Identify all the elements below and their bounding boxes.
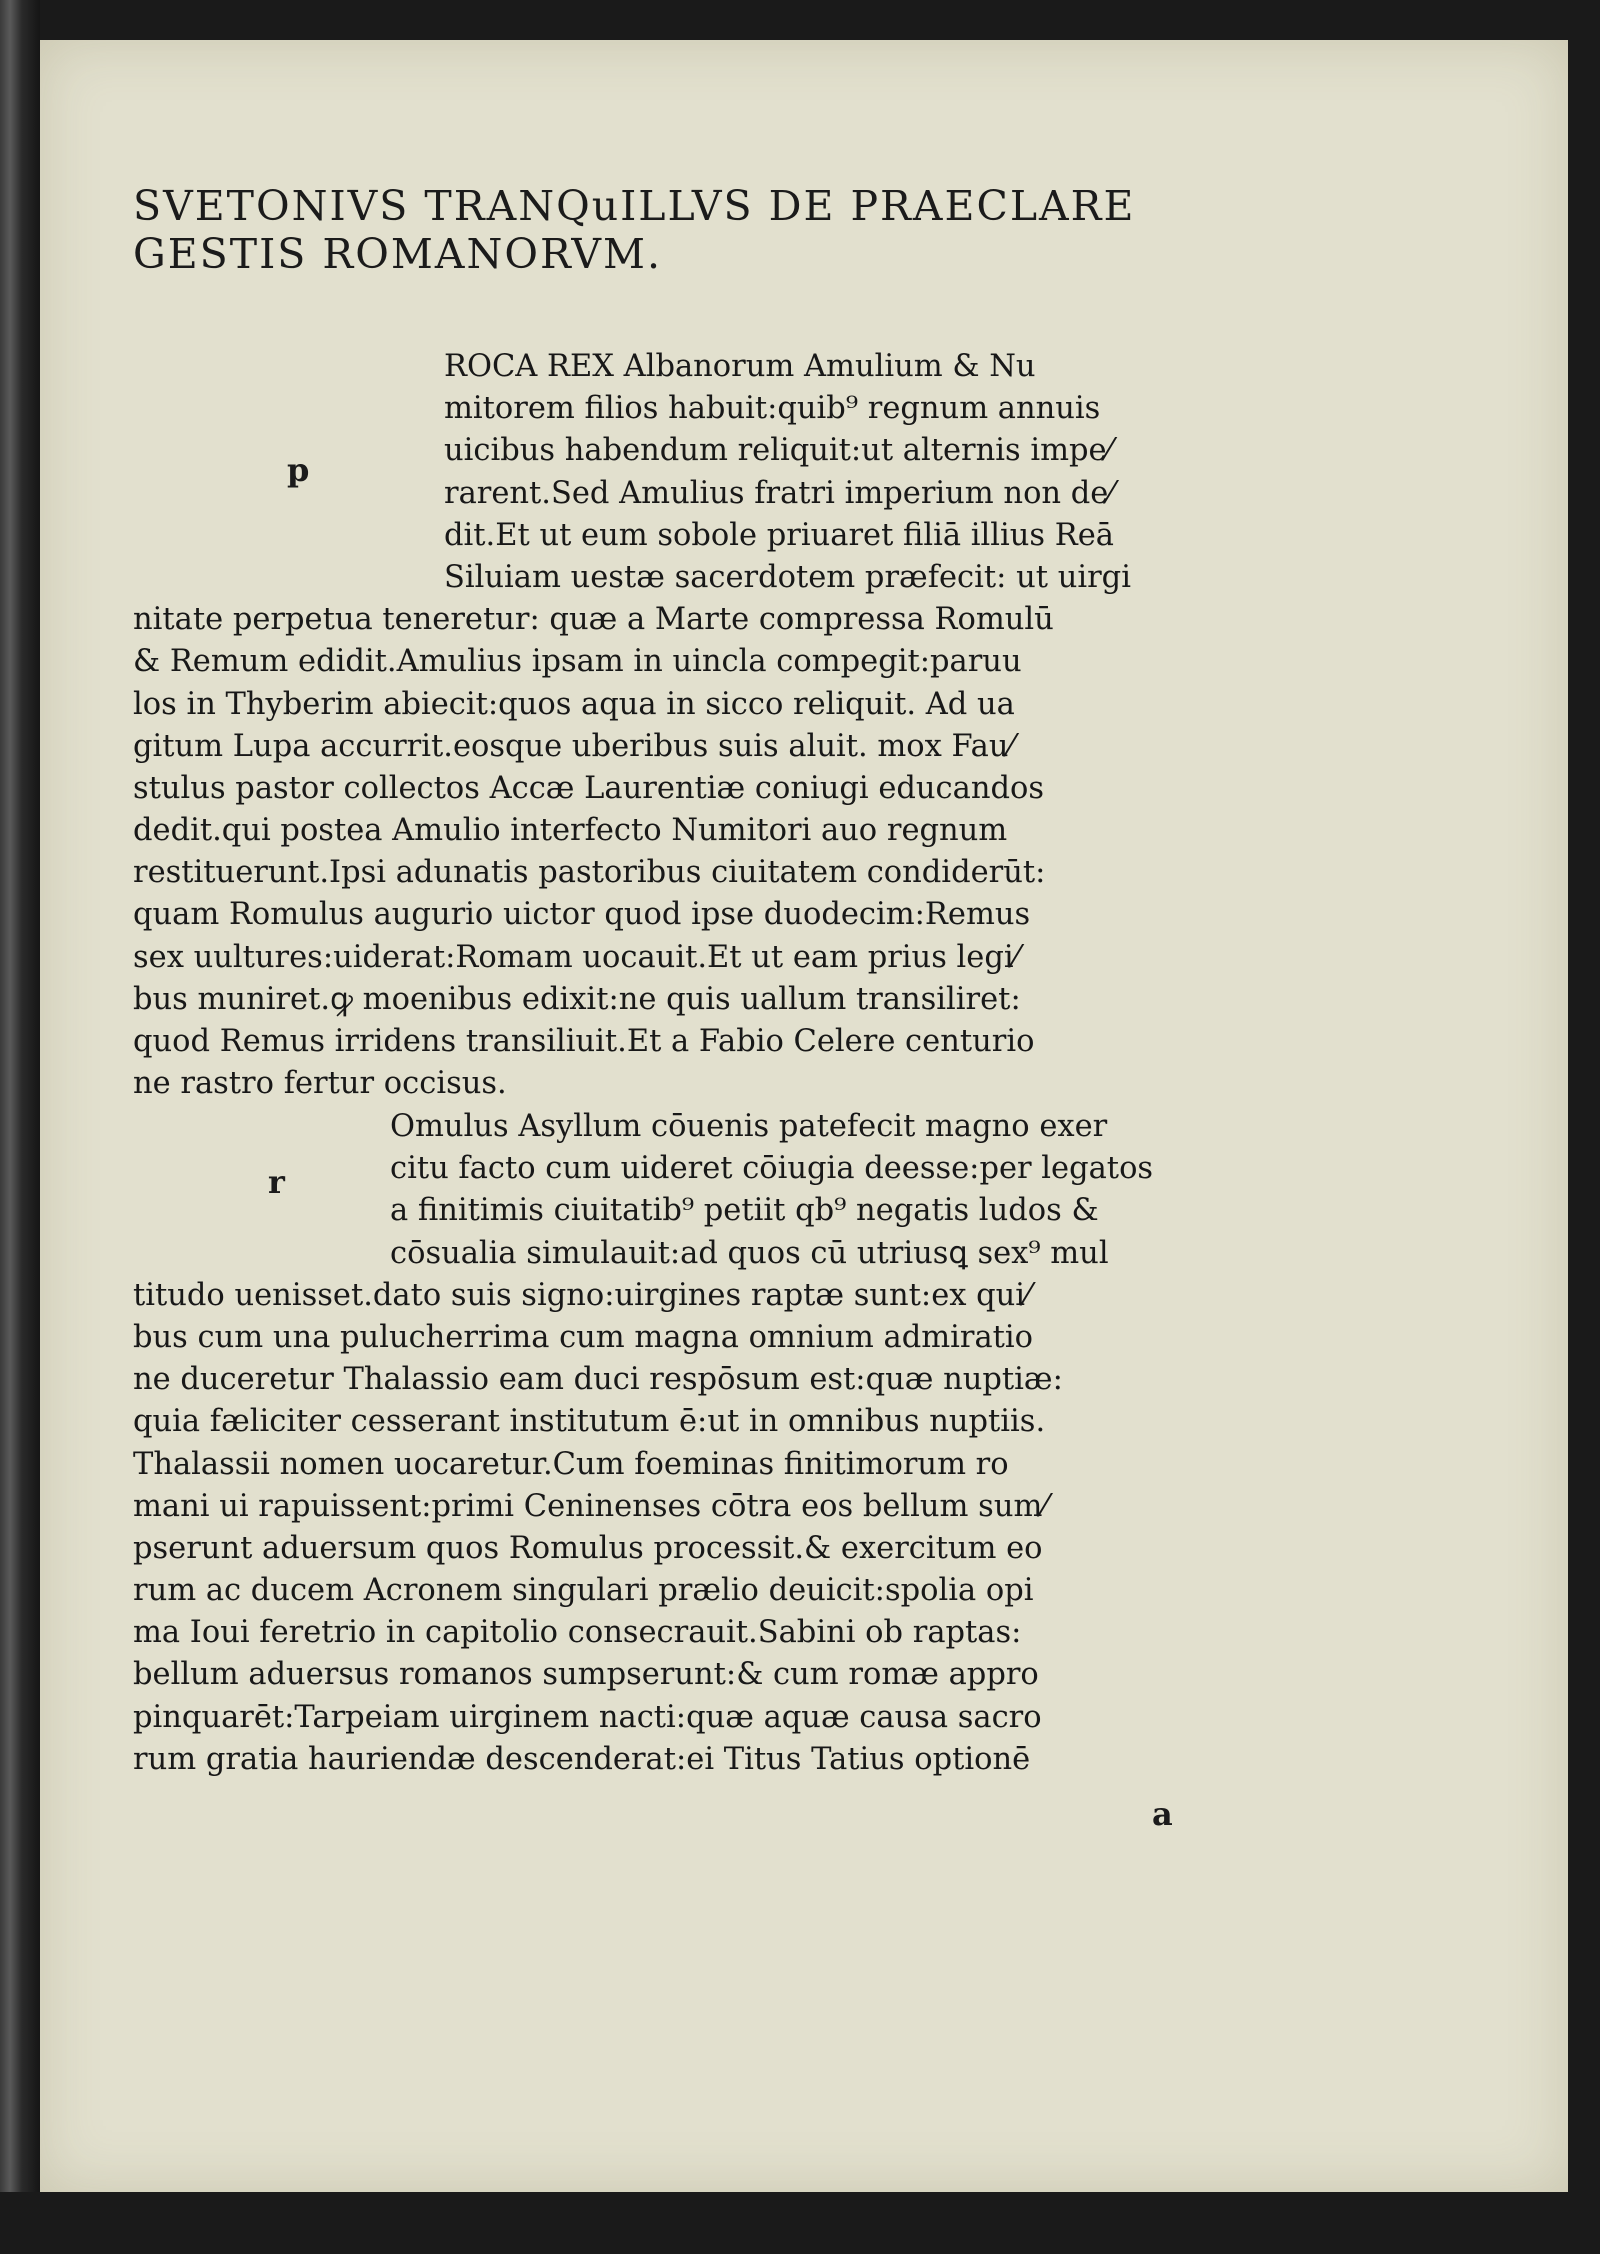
- page-title: [133, 182, 1273, 278]
- text-line: dit.Et ut eum sobole priuaret filiā illius Reā: [444, 517, 1114, 553]
- text-line: Thalassii nomen uocaretur.Cum foeminas finitimorum ro: [133, 1446, 1009, 1482]
- book-binding-edge: [0, 0, 40, 2254]
- text-line: quia fæliciter cesserant institutum ē:ut in omnibus nuptiis.: [133, 1404, 1046, 1440]
- title-line-2: GESTIS ROMANORVM.: [133, 230, 663, 278]
- text-line: quod Remus irridens transiliuit.Et a Fabio Celere centurio: [133, 1024, 1035, 1059]
- text-line: rarent.Sed Amulius fratri imperium non de⁄: [444, 475, 1114, 511]
- text-line: & Remum edidit.Amulius ipsam in uincla compegit:paruu: [133, 644, 1022, 680]
- text-line: bus muniret.ꝙ moenibus edixit:ne quis uallum transiliret:: [133, 981, 1021, 1017]
- text-line: ne rastro fertur occisus.: [133, 1066, 507, 1102]
- text-line: titudo uenisset.dato suis signo:uirgines raptæ sunt:ex qui⁄: [133, 1277, 1031, 1313]
- text-line: los in Thyberim abiecit:quos aqua in sicco reliquit. Ad ua: [133, 686, 1015, 722]
- guide-letter-p: p: [287, 451, 310, 489]
- text-line: Omulus Asyllum cōuenis patefecit magno exer: [390, 1109, 1108, 1144]
- text-line: mani ui rapuissent:primi Ceninenses cōtra eos bellum sum⁄: [133, 1488, 1048, 1524]
- text-line: gitum Lupa accurrit.eosque uberibus suis aluit. mox Fau⁄: [133, 728, 1014, 764]
- text-line: mitorem filios habuit:quib⁹ regnum annuis: [444, 391, 1101, 427]
- text-line: ne duceretur Thalassio eam duci respōsum est:quæ nuptiæ:: [133, 1362, 1063, 1398]
- text-line: Siluiam uestæ sacerdotem præfecit: ut uirgi: [444, 559, 1131, 595]
- guide-letter-r: r: [268, 1163, 285, 1201]
- signature-mark: a: [1152, 1795, 1173, 1833]
- text-line: restituerunt.Ipsi adunatis pastoribus ciuitatem condiderūt:: [133, 855, 1046, 891]
- text-line: a finitimis ciuitatib⁹ petiit qb⁹ negatis ludos &: [390, 1193, 1099, 1229]
- text-line: bus cum una pulucherrima cum magna omnium admiratio: [133, 1319, 1034, 1355]
- text-line: uicibus habendum reliquit:ut alternis impe⁄: [444, 433, 1112, 469]
- text-line: rum ac ducem Acronem singulari prælio deuicit:spolia opi: [133, 1573, 1034, 1609]
- scan-background: [0, 2192, 1600, 2254]
- text-line: sex uultures:uiderat:Romam uocauit.Et ut eam prius legi⁄: [133, 939, 1019, 975]
- text-line: citu facto cum uideret cōiugia deesse:per legatos: [390, 1151, 1154, 1187]
- text-line: stulus pastor collectos Accæ Laurentiæ coniugi educandos: [133, 770, 1045, 806]
- text-line: pinquarēt:Tarpeiam uirginem nacti:quæ aquæ causa sacro: [133, 1699, 1042, 1735]
- text-line: dedit.qui postea Amulio interfecto Numitori auo regnum: [133, 813, 1008, 849]
- title-line-1: SVETONIVS TRANQuILLVS DE PRAECLARE: [133, 182, 1136, 230]
- text-line: nitate perpetua teneretur: quæ a Marte compressa Romulū: [133, 602, 1054, 638]
- text-line: quam Romulus augurio uictor quod ipse duodecim:Remus: [133, 897, 1031, 933]
- text-line: cōsualia simulauit:ad quos cū utriusꝗ sex⁹ mul: [390, 1235, 1109, 1271]
- text-line: pserunt aduersum quos Romulus processit.& exercitum eo: [133, 1530, 1043, 1566]
- paragraph-sabine-women: [133, 1106, 1273, 1781]
- text-line: bellum aduersus romanos sumpserunt:& cum romæ appro: [133, 1657, 1039, 1693]
- paragraph-romulus-remus: [133, 346, 1273, 1105]
- text-line: rum gratia hauriendæ descenderat:ei Titus Tatius optionē: [133, 1741, 1031, 1777]
- text-line: ROCA REX Albanorum Amulium & Nu: [444, 349, 1036, 384]
- text-line: ma Ioui feretrio in capitolio consecrauit.Sabini ob raptas:: [133, 1615, 1022, 1651]
